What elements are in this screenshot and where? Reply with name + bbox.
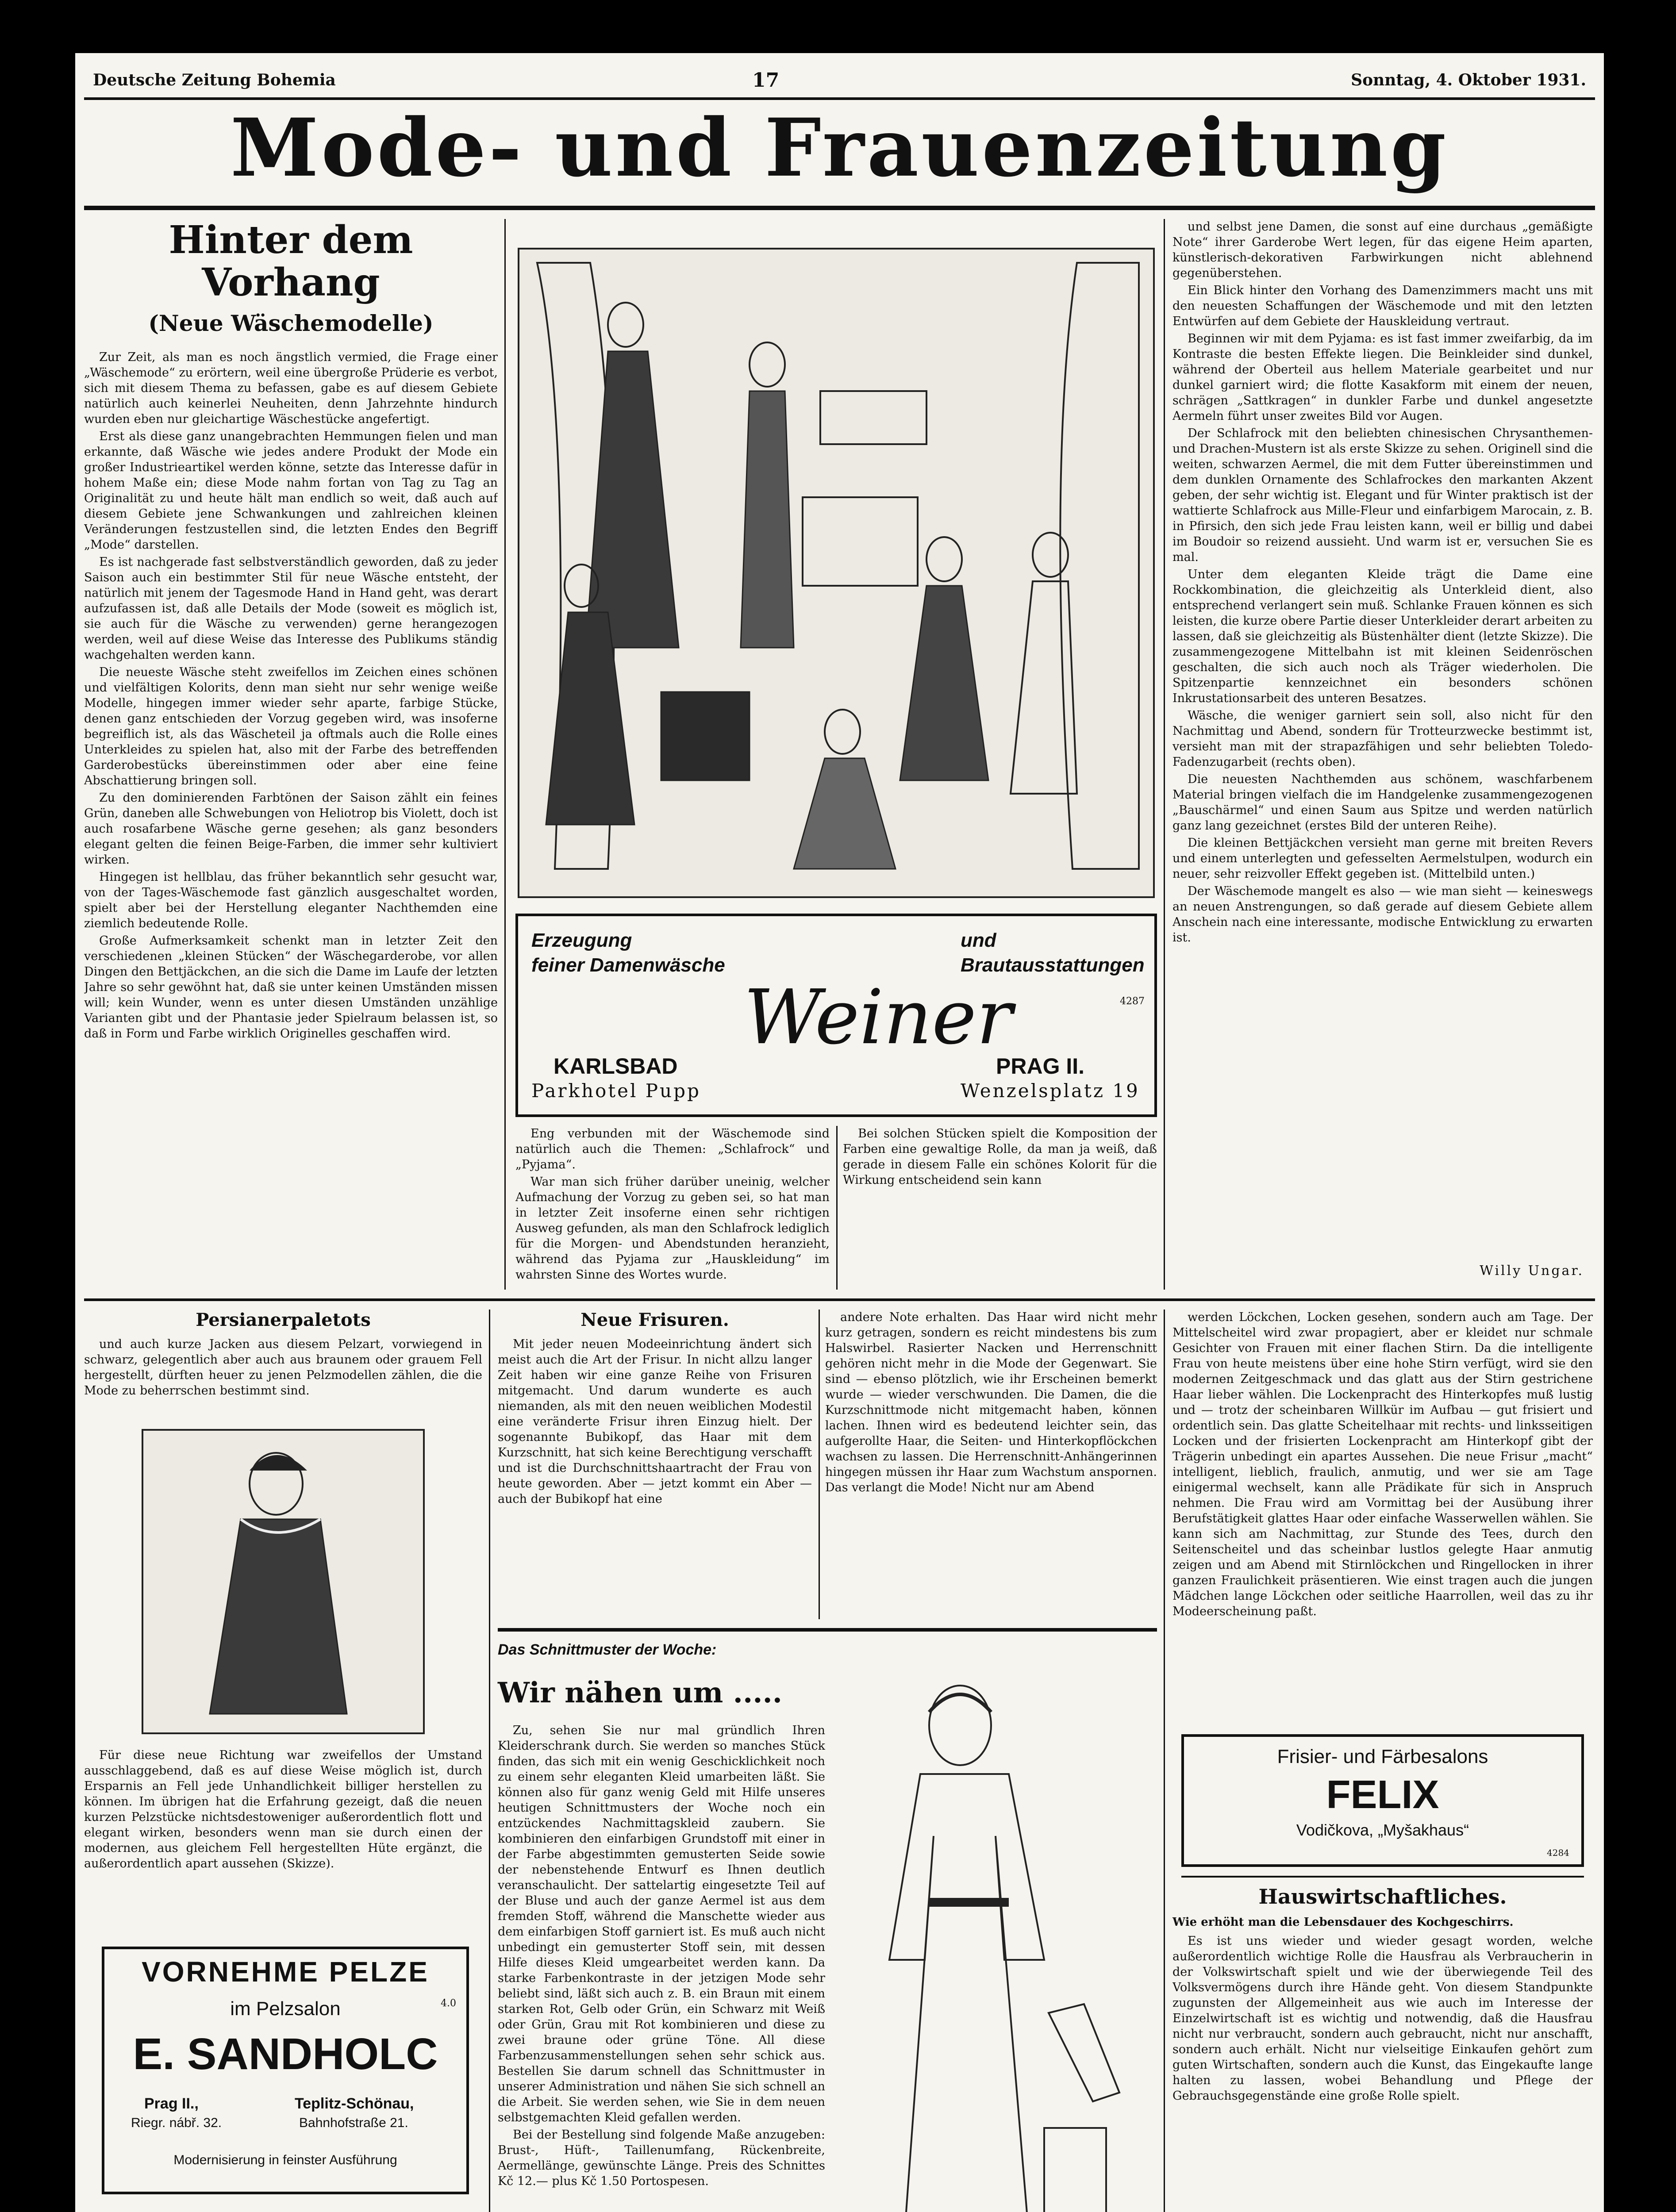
paragraph: Mit jeder neuen Modeeinrichtung ändert sich meist auch die Art der Frisur. In nicht allzu langer Zeit haben wir eine ganze Reihe von Frisuren mitgemacht. Und darum wunderte es auch niemanden, als mit den neuen weiblichen Modestil eine veränderte Frisur ihren Einzug hielt. Der sogenannte Bubikopf, das Haar mit dem Kurzschnitt, hat sich keine Berechtigung verschafft und ist die Durchschnittshaartracht der Frau von heute geworden. Aber — jetzt kommt ein Aber — auch der Bubikopf hat eine [498, 1337, 812, 1506]
column-divider [836, 1126, 838, 1290]
paragraph: Ein Blick hinter den Vorhang des Damenzimmers macht uns mit den neuesten Schaffungen der Wäschemode und mit den letzten Entwürfen auf dem Gebiete der Hauskleidung vertraut. [1172, 284, 1593, 328]
section-rule [84, 1298, 1595, 1301]
paragraph: und auch kurze Jacken aus diesem Pelzart, vorwiegend in schwarz, gelegentlich aber auch aus braunem oder grauem Fell hergestellt, dürften heuer zu jenen Pelzmodellen zählen, die die Mode zu beherrschen bestimmt sind. [84, 1337, 482, 1398]
article-hauswirtschaft [1172, 1885, 1593, 2212]
paper-name: Deutsche Zeitung Bohemia [93, 71, 336, 89]
paragraph: und selbst jene Damen, die sonst auf eine durchaus „gemäßigte Note“ ihrer Garderobe Wert legen, für das eigene Heim aparten, künstlerisch-dekorativen Farbwirkungen nicht ablehnend gegenüberstehen. [1172, 220, 1593, 280]
paragraph: Unter dem eleganten Kleide trägt die Dame eine Rockkombination, die gleichzeitig als Unterkleid dient, also entsprechend verlangert sein muß. Schlanke Frauen können es sich leisten, die kurze obere Partie dieser Unterkleider derart arbeiten zu lassen, daß sie gleichzeitig als Büstenhälter dient (letzte Skizze). Die zusammengezogene Mittelbahn ist mit kleinen Seidenröschen geschalten, die sich auch noch als Träger wiederholen. Die Spitzenpartie kennzeichnet ein besonders schönen Inkrustationsarbeit des unteren Besatzes. [1172, 568, 1593, 705]
section-rule [498, 1628, 1157, 1632]
ad-line: Frisier- und Färbesalons [1277, 1746, 1488, 1767]
ad-headline: VORNEHME PELZE [142, 1956, 429, 1988]
newspaper-page [75, 53, 1604, 2212]
section-rule [1181, 1876, 1584, 1878]
ad-line: Brautausstattungen [961, 954, 1145, 976]
paragraph: Der Schlafrock mit den beliebten chinesischen Chrysanthemen- und Drachen-Mustern ist als erste Skizze zu sehen. Originell sind die weiten, schwarzen Aermel, die mit dem Futter übereinstimmen und dem dunklen Ornamente des Schlafrockes den markanten Akzent geben, der sehr wichtig ist. Elegant und für Winter praktisch ist der wattierte Schlafrock aus Mille-Fleur und einfarbigem Marocain, z. B. in Pfirsich, den sich jede Frau leisten kann, weil er billig und dabei im Boudoir so reizend aussieht. Und warm ist er, versuchen Sie es mal. [1172, 426, 1593, 564]
ad-city: KARLSBAD [554, 1054, 678, 1079]
article-body [498, 1723, 825, 2212]
paragraph: Zu den dominierenden Farbtönen der Saison zählt ein feines Grün, daneben alle Schwebungen von Heliotrop bis Violett, doch ist auch rosafarbene Wäsche gerne gesehen; als ganz besonders elegant gelten die feinen Beige-Farben, die immer sehr kultiviert wirken. [84, 791, 498, 867]
paragraph: War man sich früher darüber uneinig, welcher Aufmachung der Vorzug zu geben sei, so hat man in letzter Zeit insoferne einen sehr richtigen Ausweg gefunden, als man den Schlafrock lediglich für die Morgen- und Abendstunden heranzieht, während das Pyjama zur „Hauskleidung“ im wahrsten Sinne des Wortes wurde. [515, 1175, 830, 1282]
article-subtitle: (Neue Wäschemodelle) [148, 310, 434, 336]
lingerie-illustration [518, 248, 1155, 898]
paragraph: Die neuesten Nachthemden aus schönem, waschfarbenem Material bringen vielfach die im Handgelenke zusammengezogenen „Bauschärmel“ und einen Saum aus Spitze und werden natürlich ganz lang gezeichnet (erstes Bild der unteren Reihe). [1172, 772, 1593, 833]
paragraph: andere Note erhalten. Das Haar wird nicht mehr kurz getragen, sondern es reicht mindestens bis zum Halswirbel. Rasierter Nacken und Herrenschnitt gehören nicht mehr in die Mode der Gegenwart. Sie sind — ebenso plötzlich, wie ihr Erscheinen bemerkt wurde — wieder verschwunden. Die Damen, die die Kurzschnittmode nicht mitgemacht haben, können lachen. Ihnen wird es bedeutend leichter sein, das aufgerollte Haar, die Seiten- und Hinterkopflöckchen wachsen zu lassen. Die Herrenschnitt-Anhängerinnen hingegen müssen ihr Haar zum Wachstum anspornen. Das verlangt die Mode! Nicht nur am Abend [825, 1310, 1157, 1494]
header-rule [84, 97, 1595, 100]
article-body [84, 1336, 482, 1434]
ad-city: Teplitz-Schönau, [295, 2095, 414, 2112]
author-signature: Willy Ungar. [1480, 1263, 1584, 1279]
article-title: Neue Frisuren. [580, 1310, 729, 1330]
ad-city: PRAG II. [996, 1054, 1085, 1079]
sandholc-advertisement [102, 1947, 469, 2194]
illustration-drawing [519, 250, 1153, 896]
center-article-right [843, 1126, 1157, 1290]
paragraph: Beginnen wir mit dem Pyjama: es ist fast immer zweifarbig, da im Kontraste die besten Effekte liegen. Die Beinkleider sind dunkel, während der Oberteil aus hellem Materiale gearbeitet und nur dunkel garniert wird; die flotte Kasakform mit einem der neuen, schrägen „Sattkragen“ in dunkler Farbe und dunkel angesetzte Aermeln führt unser zweites Bild vor Augen. [1172, 332, 1593, 423]
article-body [1172, 1933, 1593, 2212]
paragraph: Eng verbunden mit der Wäschemode sind natürlich auch die Themen: „Schlafrock“ und „Pyjama“. [515, 1127, 830, 1171]
felix-advertisement [1181, 1734, 1584, 1867]
article-persianer-cont [84, 1747, 482, 1933]
paragraph: Erst als diese ganz unangebrachten Hemmungen fielen und man erkannte, daß Wäsche wie jedes andere Produkt der Mode ein großer Industrieartikel werden könne, setzte das Interesse dafür in hohem Maße ein; diese Mode nahm fortan von Tag zu Tag an Originalität zu und heute hält man endlich so weit, daß auch auf diesem Gebiete jene Schwankungen und zahlreichen kleinen Veränderungen festzustellen sind, die letzten Endes den Begriff „Mode“ darstellen. [84, 430, 498, 552]
paragraph: Hingegen ist hellblau, das früher bekanntlich sehr gesucht war, von der Tages-Wäschemode fast gänzlich ausgeschaltet worden, spielt aber bei der Herstellung eleganter Nachthemden eine ziemlich bedeutende Rolle. [84, 870, 498, 930]
article-schnittmuster [498, 1641, 825, 2212]
fur-coat-illustration [142, 1429, 425, 1734]
ad-number: 4.0 [441, 1998, 456, 2009]
ad-brand: E. SANDHOLC [133, 2029, 438, 2079]
section-label: Das Schnittmuster der Woche: [498, 1641, 717, 1658]
ad-address: Bahnhofstraße 21. [299, 2116, 408, 2130]
page-number: 17 [752, 69, 780, 92]
paragraph: Die neueste Wäsche steht zweifellos im Zeichen eines schönen und vielfältigen Kolorits, denn man sieht nur sehr wenige weiße Modelle, hingegen immer wieder sehr aparte, farbige Stücke, denen ganz entschieden der Vorzug gegeben wird, was insoferne begreiflich ist, als das Wäscheteil ja oftmals auch die Rolle eines Unterkleides zu spielen hat, also mit der Farbe des betreffenden Garderobestücks übereinstimmen oder aber eine feine Abschattierung bringen soll. [84, 665, 498, 787]
article-subtitle: Wie erhöht man die Lebensdauer des Kochgeschirrs. [1172, 1916, 1514, 1929]
paragraph: Große Aufmerksamkeit schenkt man in letzter Zeit den verschiedenen „kleinen Stücken“ der Wäschegarderobe, vor allen Dingen den Bettjäckchen, an die sich die Dame im Laufe der letzten Jahre so sehr gewöhnt hat, daß sie unter keinen Umständen missen will; kein Wunder, wenn es unter diesen Umständen unzählige Varianten gibt und der Phantasie jeder Spielraum belassen ist, so daß in Form und Farbe wirklich Originelles geschaffen wird. [84, 934, 498, 1041]
article-title: Wir nähen um ..... [498, 1676, 783, 1709]
column-divider [1164, 1310, 1165, 2212]
article-frisuren [498, 1310, 812, 1620]
article-frisuren-end [1172, 1310, 1593, 1725]
paragraph: Die kleinen Bettjäckchen versieht man gerne mit breiten Revers und einem unterlegten und gefesselten Aermelstulpen, wodurch ein neuer, sehr reizvoller Effekt gegeben ist. (Mittelbild unten.) [1172, 836, 1593, 881]
paragraph: Der Wäschemode mangelt es also — wie man sieht — keineswegs an neuen Anstrengungen, so daß gerade auf diesem Gebiete allem Anschein nach eine interessante, modische Entwicklung zu erwarten ist. [1172, 884, 1593, 945]
ad-brand: FELIX [1326, 1773, 1439, 1817]
ad-line: Erzeugung [531, 929, 632, 951]
ad-line: im Pelzsalon [230, 1998, 341, 2020]
article-title: Hauswirtschaftliches. [1258, 1885, 1507, 1909]
paragraph: Zur Zeit, als man es noch ängstlich vermied, die Frage einer „Wäschemode“ zu erörtern, weil eine übergroße Prüderie es verbot, sich mit diesem Thema zu befassen, gabe es auf diesem Gebiete natürlich auch keinerlei Neuheiten, denn Jahrzehnte hindurch wurden eben nur gleichartige Wäschestücke angefertigt. [84, 350, 498, 426]
ad-city: Prag II., [144, 2095, 199, 2112]
article-title: Persianerpaletots [196, 1310, 371, 1330]
masthead-rule [84, 206, 1595, 210]
masthead: Mode- und Frauenzeitung [230, 101, 1449, 195]
article-persianer [84, 1310, 482, 1434]
paragraph: Bei solchen Stücken spielt die Komposition der Farben eine gewaltige Rolle, da man ja weiß, daß gerade in diesem Falle ein schönes Kolorit für die Wirkung entscheidend sein kann [843, 1127, 1157, 1187]
ad-line: und [961, 929, 996, 951]
dress-pattern-drawing [836, 1650, 1155, 2212]
paragraph: Zu, sehen Sie nur mal gründlich Ihren Kleiderschrank durch. Sie werden so manches Stück finden, das sich mit ein wenig Geschicklichkeit noch zu einem sehr eleganten Kleid umarbeiten läßt. Sie können also für ganz wenig Geld mit Hilfe unseres heutigen Schnittmusters der Woche noch ein entzückendes Nachmittagskleid zaubern. Sie kombinieren den einfarbigen Grundstoff mit einer in der Farbe abgestimmten gemusterten Seide sowie der nebenstehende Entwurf es Ihnen deutlich veranschaulicht. Der sattelartig eingesetzte Teil auf der Bluse und auch der ganze Aermel ist aus dem fremden Stoff, während die Manschette wieder aus dem einfarbigen Stoff garniert ist. Es muß auch nicht unbedingt ein gemusterter Stoff sein, mit dessen Hilfe dieses Kleid umgearbeitet werden kann. Da starke Farbenkontraste in der jetzigen Mode sehr beliebt sind, läßt sich auch z. B. ein Braun mit einem starken Rot, Gelb oder Grün, ein Schwarz mit Weiß oder Grün, Grau mit Rot kombinieren und diese zu zwei braune oder grüne Töne. All diese Farbenzusammenstellungen sehen sehr schick aus. Bestellen Sie darum schnell das Schnittmuster in unserer Administration und nähen Sie sich schnell an die Arbeit. Sie werden sehen, wie Sie in dem neuen selbstgemachten Kleid gefallen werden. [498, 1724, 825, 2124]
paragraph: Wäsche, die weniger garniert sein soll, also nicht für den Nachmittag und Abend, sondern für Trotteurzwecke bestimmt ist, versieht man mit der strapazfähigen und sehr beliebten Toledo-Fadenzugarbeit (rechts oben). [1172, 709, 1593, 769]
ad-line: feiner Damenwäsche [531, 954, 725, 976]
column-divider [1164, 219, 1165, 1290]
article-frisuren-cont [825, 1310, 1157, 1619]
paragraph: Für diese neue Richtung war zweifellos der Umstand ausschlaggebend, daß es auf diese Weise möglich ist, durch Ersparnis an Fell jede Unhandlichkeit billiger herstellen zu können. Im übrigen hat die Erfahrung gezeigt, daß die neuen kurzen Pelzstücke nichtsdestoweniger außerordentlich flott und elegant wirken, besonders wenn man sie durch einen der modernen, aus gleichem Fell hergestellten Hüte ergänzt, die außerordentlich apart aussehen (Skizze). [84, 1748, 482, 1870]
article-title: Hinter dem Vorhang [169, 218, 413, 305]
article-body [84, 349, 498, 1354]
dress-pattern-illustration [836, 1650, 1155, 2212]
ad-address: Vodičkova, „Myšakhaus“ [1296, 1821, 1469, 1839]
paragraph: werden Löckchen, Locken gesehen, sondern auch am Tage. Der Mittelscheitel wird zwar propagiert, aber er kleidet nur schmale Gesichter von Frauen mit einer flachen Stirn. Da die intelligente Frau von heute meistens über eine hohe Stirn verfügt, wird sie den modernen Zeitgeschmack und das glatt aus der Stirn gestrichene Haar lieber wählen. Die Lockenpracht des Hinterkopfes muß lustig und — trotz der scheinbaren Willkür im Aufbau — gut frisiert und ordentlich sein. Das glatte Scheitelhaar mit rechts- und linksseitigen Locken und der frisierten Lockenpracht am Hinterkopf gibt der Trägerin unbedingt ein apartes Aussehen. Die neue Frisur „macht“ intelligent, lieblich, fraulich, anmutig, und wer sie am Tage einigermal wechselt, kann alle Prädikate für sich in Anspruch nehmen. Die Frau wird am Vormittag bei der Ausübung ihrer Berufstätigkeit glattes Haar oder einfache Wasserwellen wählen. Sie kann sich am Nachmittag, zur Stunde des Tees, durch den Seitenscheitel und das scheinbar lustlos gelegte Haar anmutig zeigen und am Abend mit Stirnlöckchen und Ringellocken in ihrer ganzen Fraulichkeit präsentieren. Wie einst tragen auch die jungen Mädchen lange Löckchen oder seitliche Haarrollen, weil das zu ihr Modeerscheinung paßt. [1172, 1310, 1593, 1618]
paragraph: Bei der Bestellung sind folgende Maße anzugeben: Brust-, Hüft-, Taillenumfang, Rückenbreite, Aermellänge, gewünschte Länge. Preis des Schnittes Kč 12.— plus Kč 1.50 Portospesen. [498, 2128, 825, 2188]
ad-address: Parkhotel Pupp [531, 1080, 701, 1102]
ad-footer: Modernisierung in feinster Ausführung [173, 2153, 397, 2167]
issue-date: Sonntag, 4. Oktober 1931. [1351, 71, 1586, 89]
center-article-left [515, 1126, 830, 1290]
article-hinter-dem-vorhang [84, 219, 498, 1354]
ad-address: Riegr. nábř. 32. [131, 2116, 222, 2130]
column-divider [819, 1310, 820, 1619]
ad-address: Wenzelsplatz 19 [961, 1080, 1140, 1102]
brand-logo: Weiner [744, 974, 1013, 1061]
weiner-advertisement [515, 914, 1157, 1117]
column-divider [489, 1310, 490, 2212]
paragraph: Es ist uns wieder und wieder gesagt worden, welche außerordentlich wichtige Rolle die Hausfrau als Verbraucherin in der Volkswirtschaft spielt und wie der überwiegende Teil des Volksvermögens durch ihre Hände geht. Von diesem Standpunkte zugunsten der Allgemeinheit aus wie auch im Interesse der Einzelwirtschaft ist es wichtig und notwendig, daß die Hausfrau nicht nur verbraucht, sondern auch gebraucht, nicht nur anschafft, sondern auch erhält. Nicht nur vielseitige Einkaufen gehört zum guten Wirtschaften, sondern auch die Kunst, das Eingekaufte lange halten zu lassen, wobei Behandlung und Pflege der Gebrauchsgegenstände eine große Rolle spielt. [1172, 1934, 1593, 2103]
ad-number: 4287 [1120, 996, 1145, 1007]
paragraph: Es ist nachgerade fast selbstverständlich geworden, daß zu jeder Saison auch ein bestimmter Stil für neue Wäsche entsteht, der natürlich mit jenem der Tagesmode Hand in Hand geht, was derart aufzufassen ist, daß alle Details der Mode (soweit es möglich ist, sie auch für die Wäsche zu verwenden) gerne herangezogen werden, weil auf diese Weise das Interesse des Publikums ständig wachgehalten werden kann. [84, 555, 498, 662]
ad-number: 4284 [1547, 1847, 1569, 1858]
column-divider [504, 219, 506, 1290]
fur-coat-drawing [143, 1431, 423, 1732]
article-continuation [1172, 219, 1593, 1259]
article-body [498, 1336, 812, 1620]
